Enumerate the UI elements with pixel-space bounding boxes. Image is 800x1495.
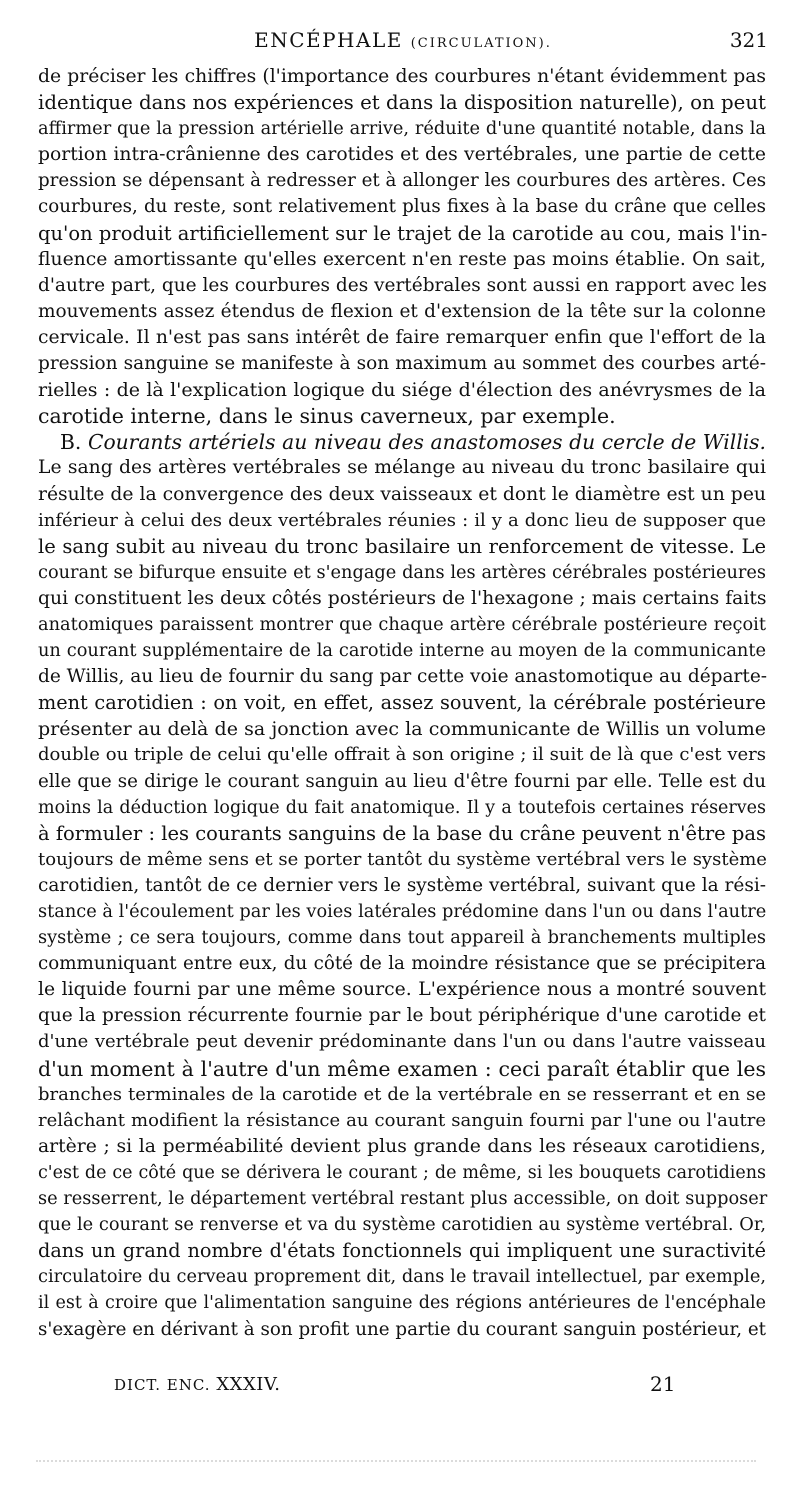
- text-line: elle que se dirige le courant sanguin au lieu d'être fourni par elle. Telle est du: [38, 770, 766, 792]
- text-line: Le sang des artères vertébrales se mélange au niveau du tronc basilaire qui: [38, 457, 766, 479]
- text-line: communiquant entre eux, du côté de la moindre résistance que se précipitera: [38, 953, 766, 975]
- text-line: à formuler : les courants sanguins de la base du crâne peuvent n'être pas: [38, 821, 766, 845]
- text-line: de préciser les chiffres (l'importance des courbures n'étant évidemment pas: [38, 66, 766, 87]
- text-line: stance à l'écoulement par les voies latérales prédomine dans l'un ou dans l'autre: [38, 902, 767, 922]
- signature-mark: [114, 1374, 280, 1395]
- page-number: 321: [729, 28, 768, 52]
- text-line: résulte de la convergence des deux vaisseaux et dont le diamètre est un peu: [38, 483, 766, 505]
- section-title: Courants artériels au niveau des anastomoses du cercle de Willis.: [87, 430, 766, 455]
- body-text: [38, 64, 766, 1343]
- volume-number: XXXIV.: [216, 1374, 281, 1395]
- header-subtitle: (CIRCULATION).: [410, 36, 552, 51]
- page-footer: [38, 1374, 766, 1404]
- text-line: d'une vertébrale peut devenir prédominante dans l'un ou dans l'autre vaisseau: [38, 1031, 766, 1053]
- text-line: branches terminales de la carotide et de la vertébrale en se resserrant et en se: [38, 1083, 766, 1105]
- text-line: dans un grand nombre d'états fonctionnels qui impliquent une suractivité: [38, 1239, 766, 1263]
- text-line: double ou triple de celui qu'elle offrait à son origine ; il suit de là que c'est vers: [38, 744, 766, 766]
- running-header: [38, 28, 768, 58]
- text-line: courbures, du reste, sont relativement plus fixes à la base du crâne que celles: [38, 196, 766, 218]
- text-line: relâchant modifient la résistance au courant sanguin fourni par l'une ou l'autre: [38, 1109, 766, 1131]
- text-line: se resserrent, le département vertébral restant plus accessible, on doit supposer: [38, 1189, 768, 1210]
- text-line: inférieur à celui des deux vertébrales réunies : il y a donc lieu de supposer que: [38, 509, 766, 531]
- text-line: un courant supplémentaire de la carotide interne au moyen de la communicante: [38, 641, 766, 662]
- text-line: moins la déduction logique du fait anatomique. Il y a toutefois certaines réserves: [38, 797, 766, 818]
- text-line: qu'on produit artificiellement sur le trajet de la carotide au cou, mais l'in-: [38, 221, 768, 245]
- signature-label: DICT. ENC.: [114, 1376, 211, 1394]
- scan-artifact: [36, 1460, 756, 1466]
- text-line: cervicale. Il n'est pas sans intérêt de faire remarquer enfin que l'effort de la: [38, 326, 766, 348]
- text-line: de Willis, au lieu de fournir du sang par cette voie anastomotique au départe-: [38, 666, 768, 688]
- sheet-number: 21: [650, 1372, 676, 1396]
- text-line: s'exagère en dérivant à son profit une partie du courant sanguin postérieur, et: [38, 1318, 766, 1340]
- text-line: rielles : de là l'explication logique du siége d'élection des anévrysmes de la: [38, 379, 766, 402]
- text-line: ment carotidien : on voit, en effet, assez souvent, la cérébrale postérieure: [38, 691, 766, 715]
- text-line: fluence amortissante qu'elles exercent n'en reste pas moins établie. On sait,: [38, 248, 766, 270]
- text-line: anatomiques paraissent montrer que chaque artère cérébrale postérieure reçoit: [38, 614, 766, 635]
- text-line: mouvements assez étendus de flexion et d'extension de la tête sur la colonne: [38, 300, 766, 322]
- text-line: que le courant se renverse et va du système carotidien au système vertébral. Or,: [38, 1215, 766, 1236]
- text-line: circulatoire du cerveau proprement dit, dans le travail intellectuel, par exemple,: [38, 1267, 766, 1288]
- text-line: toujours de même sens et se porter tantôt du système vertébral vers le système: [38, 848, 767, 870]
- text-line: identique dans nos expériences et dans la disposition naturelle), on peut: [38, 91, 766, 115]
- text-line: pression se dépensant à redresser et à allonger les courbures des artères. Ces: [38, 170, 767, 192]
- text-line: affirmer que la pression artérielle arrive, réduite d'une quantité notable, dans la: [38, 119, 766, 140]
- text-line: le sang subit au niveau du tronc basilaire un renforcement de vitesse. Le: [38, 534, 766, 558]
- header-title: ENCÉPHALE: [254, 28, 403, 52]
- text-line: il est à croire que l'alimentation sanguine des régions antérieures de l'encéphale: [38, 1293, 766, 1314]
- section-label: B.: [60, 430, 82, 455]
- text-line: artère ; si la perméabilité devient plus grande dans les réseaux carotidiens,: [38, 1135, 766, 1157]
- text-line: portion intra-crânienne des carotides et des vertébrales, une partie de cette: [38, 144, 766, 166]
- text-line: que la pression récurrente fournie par le bout périphérique d'une carotide et: [38, 1005, 766, 1027]
- text-line: système ; ce sera toujours, comme dans tout appareil à branchements multiples: [38, 928, 766, 949]
- text-line: courant se bifurque ensuite et s'engage dans les artères cérébrales postérieures: [38, 562, 766, 583]
- running-title: [38, 28, 768, 52]
- text-line: d'autre part, que les courbures des vertébrales sont aussi en rapport avec les: [38, 274, 767, 296]
- text-line: le liquide fourni par une même source. L'expérience nous a montré souvent: [38, 979, 766, 1001]
- text-line: c'est de ce côté que se dérivera le courant ; de même, si les bouquets carotidiens: [38, 1162, 766, 1183]
- text-line: qui constituent les deux côtés postérieurs de l'hexagone ; mais certains faits: [38, 587, 767, 609]
- text-line: carotide interne, dans le sinus caverneux, par exemple.: [38, 404, 616, 429]
- text-line: d'un moment à l'autre d'un même examen : ceci paraît établir que les: [38, 1056, 766, 1081]
- text-line: carotidien, tantôt de ce dernier vers le système vertébral, suivant que la rési-: [38, 874, 766, 896]
- section-heading: [38, 429, 766, 455]
- text-line: pression sanguine se manifeste à son maximum au sommet des courbes arté-: [38, 353, 766, 375]
- text-line: présenter au delà de sa jonction avec la communicante de Willis un volume: [38, 718, 766, 741]
